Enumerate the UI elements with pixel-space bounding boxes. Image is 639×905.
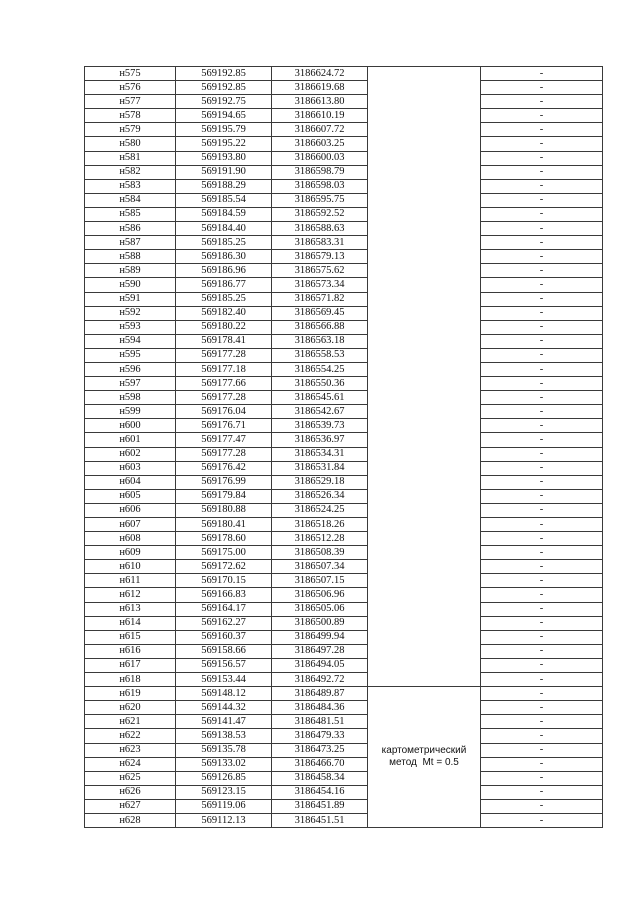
x-coordinate-cell: 569178.41 (176, 334, 272, 348)
point-name-cell: н589 (85, 264, 176, 278)
x-coordinate-cell: 569119.06 (176, 799, 272, 813)
table-row (85, 743, 603, 757)
x-coordinate-cell: 569133.02 (176, 757, 272, 771)
point-name-cell: н594 (85, 334, 176, 348)
table-row (85, 518, 603, 532)
y-coordinate-cell: 3186505.06 (272, 602, 368, 616)
y-coordinate-cell: 3186451.89 (272, 799, 368, 813)
value-cell: - (481, 743, 603, 757)
table-row (85, 813, 603, 827)
value-cell: - (481, 95, 603, 109)
table-row (85, 757, 603, 771)
x-coordinate-cell: 569144.32 (176, 701, 272, 715)
x-coordinate-cell: 569162.27 (176, 616, 272, 630)
value-cell: - (481, 503, 603, 517)
x-coordinate-cell: 569176.71 (176, 419, 272, 433)
x-coordinate-cell: 569177.18 (176, 362, 272, 376)
y-coordinate-cell: 3186613.80 (272, 95, 368, 109)
x-coordinate-cell: 569164.17 (176, 602, 272, 616)
point-name-cell: н609 (85, 546, 176, 560)
table-row (85, 799, 603, 813)
table-row (85, 334, 603, 348)
point-name-cell: н597 (85, 377, 176, 391)
value-cell: - (481, 109, 603, 123)
value-cell: - (481, 306, 603, 320)
value-cell: - (481, 588, 603, 602)
x-coordinate-cell: 569176.04 (176, 405, 272, 419)
point-name-cell: н621 (85, 715, 176, 729)
y-coordinate-cell: 3186534.31 (272, 447, 368, 461)
value-cell: - (481, 320, 603, 334)
y-coordinate-cell: 3186600.03 (272, 151, 368, 165)
value-cell: - (481, 292, 603, 306)
y-coordinate-cell: 3186566.88 (272, 320, 368, 334)
value-cell: - (481, 377, 603, 391)
table-row (85, 95, 603, 109)
x-coordinate-cell: 569186.77 (176, 278, 272, 292)
y-coordinate-cell: 3186492.72 (272, 673, 368, 687)
value-cell: - (481, 222, 603, 236)
y-coordinate-cell: 3186563.18 (272, 334, 368, 348)
value-cell: - (481, 602, 603, 616)
table-row (85, 489, 603, 503)
x-coordinate-cell: 569175.00 (176, 546, 272, 560)
y-coordinate-cell: 3186507.15 (272, 574, 368, 588)
y-coordinate-cell: 3186603.25 (272, 137, 368, 151)
point-name-cell: н590 (85, 278, 176, 292)
y-coordinate-cell: 3186624.72 (272, 67, 368, 81)
y-coordinate-cell: 3186558.53 (272, 348, 368, 362)
table-row (85, 616, 603, 630)
method-cell-empty (368, 67, 481, 687)
point-name-cell: н596 (85, 362, 176, 376)
x-coordinate-cell: 569184.59 (176, 207, 272, 221)
y-coordinate-cell: 3186466.70 (272, 757, 368, 771)
table-row (85, 391, 603, 405)
value-cell: - (481, 813, 603, 827)
table-row (85, 447, 603, 461)
value-cell: - (481, 630, 603, 644)
value-cell: - (481, 433, 603, 447)
value-cell: - (481, 348, 603, 362)
y-coordinate-cell: 3186598.03 (272, 179, 368, 193)
table-row (85, 222, 603, 236)
point-name-cell: н606 (85, 503, 176, 517)
value-cell: - (481, 362, 603, 376)
value-cell: - (481, 405, 603, 419)
table-row (85, 292, 603, 306)
value-cell: - (481, 729, 603, 743)
value-cell: - (481, 475, 603, 489)
y-coordinate-cell: 3186484.36 (272, 701, 368, 715)
table-row (85, 532, 603, 546)
x-coordinate-cell: 569141.47 (176, 715, 272, 729)
table-row (85, 193, 603, 207)
point-name-cell: н591 (85, 292, 176, 306)
value-cell: - (481, 123, 603, 137)
point-name-cell: н601 (85, 433, 176, 447)
y-coordinate-cell: 3186507.34 (272, 560, 368, 574)
table-row (85, 433, 603, 447)
value-cell: - (481, 799, 603, 813)
x-coordinate-cell: 569170.15 (176, 574, 272, 588)
table-row (85, 673, 603, 687)
method-name: картометрический (381, 745, 467, 757)
y-coordinate-cell: 3186569.45 (272, 306, 368, 320)
y-coordinate-cell: 3186518.26 (272, 518, 368, 532)
table-row (85, 602, 603, 616)
table-row (85, 546, 603, 560)
x-coordinate-cell: 569126.85 (176, 771, 272, 785)
point-name-cell: н603 (85, 461, 176, 475)
table-row (85, 207, 603, 221)
y-coordinate-cell: 3186545.61 (272, 391, 368, 405)
x-coordinate-cell: 569188.29 (176, 179, 272, 193)
table-row (85, 475, 603, 489)
point-name-cell: н622 (85, 729, 176, 743)
point-name-cell: н608 (85, 532, 176, 546)
y-coordinate-cell: 3186588.63 (272, 222, 368, 236)
table-row (85, 165, 603, 179)
point-name-cell: н619 (85, 687, 176, 701)
y-coordinate-cell: 3186454.16 (272, 785, 368, 799)
point-name-cell: н582 (85, 165, 176, 179)
x-coordinate-cell: 569195.22 (176, 137, 272, 151)
point-name-cell: н613 (85, 602, 176, 616)
table-row (85, 701, 603, 715)
table-row (85, 588, 603, 602)
x-coordinate-cell: 569180.88 (176, 503, 272, 517)
point-name-cell: н595 (85, 348, 176, 362)
y-coordinate-cell: 3186512.28 (272, 532, 368, 546)
point-name-cell: н617 (85, 658, 176, 672)
value-cell: - (481, 757, 603, 771)
x-coordinate-cell: 569185.54 (176, 193, 272, 207)
x-coordinate-cell: 569176.42 (176, 461, 272, 475)
y-coordinate-cell: 3186592.52 (272, 207, 368, 221)
table-row (85, 250, 603, 264)
x-coordinate-cell: 569185.25 (176, 292, 272, 306)
value-cell: - (481, 207, 603, 221)
point-name-cell: н599 (85, 405, 176, 419)
x-coordinate-cell: 569177.47 (176, 433, 272, 447)
value-cell: - (481, 193, 603, 207)
x-coordinate-cell: 569192.75 (176, 95, 272, 109)
y-coordinate-cell: 3186524.25 (272, 503, 368, 517)
table-row (85, 574, 603, 588)
x-coordinate-cell: 569135.78 (176, 743, 272, 757)
coordinates-table (84, 66, 603, 828)
value-cell: - (481, 532, 603, 546)
value-cell: - (481, 687, 603, 701)
point-name-cell: н576 (85, 81, 176, 95)
x-coordinate-cell: 569185.25 (176, 236, 272, 250)
value-cell: - (481, 236, 603, 250)
x-coordinate-cell: 569158.66 (176, 644, 272, 658)
table-row (85, 503, 603, 517)
point-name-cell: н628 (85, 813, 176, 827)
point-name-cell: н618 (85, 673, 176, 687)
x-coordinate-cell: 569186.30 (176, 250, 272, 264)
table-row (85, 348, 603, 362)
y-coordinate-cell: 3186500.89 (272, 616, 368, 630)
value-cell: - (481, 673, 603, 687)
y-coordinate-cell: 3186583.31 (272, 236, 368, 250)
x-coordinate-cell: 569138.53 (176, 729, 272, 743)
x-coordinate-cell: 569192.85 (176, 67, 272, 81)
y-coordinate-cell: 3186539.73 (272, 419, 368, 433)
table-row (85, 320, 603, 334)
method-cell (368, 687, 481, 828)
point-name-cell: н602 (85, 447, 176, 461)
point-name-cell: н585 (85, 207, 176, 221)
point-name-cell: н604 (85, 475, 176, 489)
table-row (85, 658, 603, 672)
point-name-cell: н588 (85, 250, 176, 264)
x-coordinate-cell: 569123.15 (176, 785, 272, 799)
x-coordinate-cell: 569195.79 (176, 123, 272, 137)
y-coordinate-cell: 3186595.75 (272, 193, 368, 207)
x-coordinate-cell: 569112.13 (176, 813, 272, 827)
table-row (85, 377, 603, 391)
point-name-cell: н612 (85, 588, 176, 602)
value-cell: - (481, 785, 603, 799)
table-row (85, 785, 603, 799)
point-name-cell: н624 (85, 757, 176, 771)
x-coordinate-cell: 569176.99 (176, 475, 272, 489)
y-coordinate-cell: 3186531.84 (272, 461, 368, 475)
point-name-cell: н625 (85, 771, 176, 785)
point-name-cell: н610 (85, 560, 176, 574)
table-row (85, 405, 603, 419)
value-cell: - (481, 489, 603, 503)
y-coordinate-cell: 3186479.33 (272, 729, 368, 743)
y-coordinate-cell: 3186575.62 (272, 264, 368, 278)
value-cell: - (481, 518, 603, 532)
x-coordinate-cell: 569194.65 (176, 109, 272, 123)
point-name-cell: н575 (85, 67, 176, 81)
value-cell: - (481, 447, 603, 461)
point-name-cell: н580 (85, 137, 176, 151)
table-row (85, 560, 603, 574)
point-name-cell: н577 (85, 95, 176, 109)
point-name-cell: н623 (85, 743, 176, 757)
y-coordinate-cell: 3186489.87 (272, 687, 368, 701)
value-cell: - (481, 715, 603, 729)
y-coordinate-cell: 3186607.72 (272, 123, 368, 137)
point-name-cell: н598 (85, 391, 176, 405)
y-coordinate-cell: 3186508.39 (272, 546, 368, 560)
value-cell: - (481, 67, 603, 81)
table-row (85, 151, 603, 165)
value-cell: - (481, 644, 603, 658)
y-coordinate-cell: 3186571.82 (272, 292, 368, 306)
point-name-cell: н615 (85, 630, 176, 644)
value-cell: - (481, 179, 603, 193)
x-coordinate-cell: 569153.44 (176, 673, 272, 687)
y-coordinate-cell: 3186550.36 (272, 377, 368, 391)
table-row (85, 278, 603, 292)
table-row (85, 137, 603, 151)
point-name-cell: н600 (85, 419, 176, 433)
table-row (85, 419, 603, 433)
point-name-cell: н587 (85, 236, 176, 250)
x-coordinate-cell: 569191.90 (176, 165, 272, 179)
value-cell: - (481, 391, 603, 405)
table-row (85, 264, 603, 278)
y-coordinate-cell: 3186554.25 (272, 362, 368, 376)
point-name-cell: н620 (85, 701, 176, 715)
y-coordinate-cell: 3186619.68 (272, 81, 368, 95)
table-row (85, 109, 603, 123)
y-coordinate-cell: 3186494.05 (272, 658, 368, 672)
y-coordinate-cell: 3186598.79 (272, 165, 368, 179)
point-name-cell: н616 (85, 644, 176, 658)
y-coordinate-cell: 3186529.18 (272, 475, 368, 489)
value-cell: - (481, 658, 603, 672)
y-coordinate-cell: 3186579.13 (272, 250, 368, 264)
table-row (85, 729, 603, 743)
x-coordinate-cell: 569186.96 (176, 264, 272, 278)
method-accuracy: метод Mt = 0.5 (389, 757, 459, 769)
value-cell: - (481, 137, 603, 151)
x-coordinate-cell: 569193.80 (176, 151, 272, 165)
x-coordinate-cell: 569166.83 (176, 588, 272, 602)
point-name-cell: н627 (85, 799, 176, 813)
x-coordinate-cell: 569178.60 (176, 532, 272, 546)
value-cell: - (481, 81, 603, 95)
point-name-cell: н592 (85, 306, 176, 320)
y-coordinate-cell: 3186499.94 (272, 630, 368, 644)
value-cell: - (481, 278, 603, 292)
y-coordinate-cell: 3186573.34 (272, 278, 368, 292)
point-name-cell: н607 (85, 518, 176, 532)
x-coordinate-cell: 569192.85 (176, 81, 272, 95)
table-row (85, 236, 603, 250)
value-cell: - (481, 165, 603, 179)
x-coordinate-cell: 569172.62 (176, 560, 272, 574)
point-name-cell: н579 (85, 123, 176, 137)
y-coordinate-cell: 3186451.51 (272, 813, 368, 827)
table-row (85, 644, 603, 658)
x-coordinate-cell: 569156.57 (176, 658, 272, 672)
point-name-cell: н581 (85, 151, 176, 165)
table-row (85, 461, 603, 475)
table-row (85, 715, 603, 729)
table-row (85, 81, 603, 95)
point-name-cell: н593 (85, 320, 176, 334)
point-name-cell: н586 (85, 222, 176, 236)
x-coordinate-cell: 569177.28 (176, 391, 272, 405)
x-coordinate-cell: 569177.28 (176, 447, 272, 461)
value-cell: - (481, 334, 603, 348)
y-coordinate-cell: 3186506.96 (272, 588, 368, 602)
x-coordinate-cell: 569177.66 (176, 377, 272, 391)
table-row (85, 687, 603, 701)
table-row (85, 179, 603, 193)
table-row (85, 771, 603, 785)
y-coordinate-cell: 3186542.67 (272, 405, 368, 419)
value-cell: - (481, 560, 603, 574)
x-coordinate-cell: 569160.37 (176, 630, 272, 644)
table-row (85, 123, 603, 137)
value-cell: - (481, 250, 603, 264)
table-row (85, 306, 603, 320)
x-coordinate-cell: 569180.22 (176, 320, 272, 334)
y-coordinate-cell: 3186497.28 (272, 644, 368, 658)
x-coordinate-cell: 569180.41 (176, 518, 272, 532)
value-cell: - (481, 771, 603, 785)
y-coordinate-cell: 3186481.51 (272, 715, 368, 729)
y-coordinate-cell: 3186526.34 (272, 489, 368, 503)
value-cell: - (481, 419, 603, 433)
table-row (85, 67, 603, 81)
point-name-cell: н614 (85, 616, 176, 630)
value-cell: - (481, 574, 603, 588)
point-name-cell: н584 (85, 193, 176, 207)
y-coordinate-cell: 3186458.34 (272, 771, 368, 785)
table-row (85, 630, 603, 644)
point-name-cell: н611 (85, 574, 176, 588)
point-name-cell: н583 (85, 179, 176, 193)
value-cell: - (481, 151, 603, 165)
x-coordinate-cell: 569177.28 (176, 348, 272, 362)
table-row (85, 362, 603, 376)
value-cell: - (481, 701, 603, 715)
value-cell: - (481, 616, 603, 630)
coordinates-table-body (85, 67, 603, 828)
point-name-cell: н578 (85, 109, 176, 123)
value-cell: - (481, 461, 603, 475)
x-coordinate-cell: 569179.84 (176, 489, 272, 503)
x-coordinate-cell: 569182.40 (176, 306, 272, 320)
y-coordinate-cell: 3186473.25 (272, 743, 368, 757)
x-coordinate-cell: 569184.40 (176, 222, 272, 236)
y-coordinate-cell: 3186536.97 (272, 433, 368, 447)
point-name-cell: н605 (85, 489, 176, 503)
value-cell: - (481, 264, 603, 278)
point-name-cell: н626 (85, 785, 176, 799)
x-coordinate-cell: 569148.12 (176, 687, 272, 701)
y-coordinate-cell: 3186610.19 (272, 109, 368, 123)
value-cell: - (481, 546, 603, 560)
